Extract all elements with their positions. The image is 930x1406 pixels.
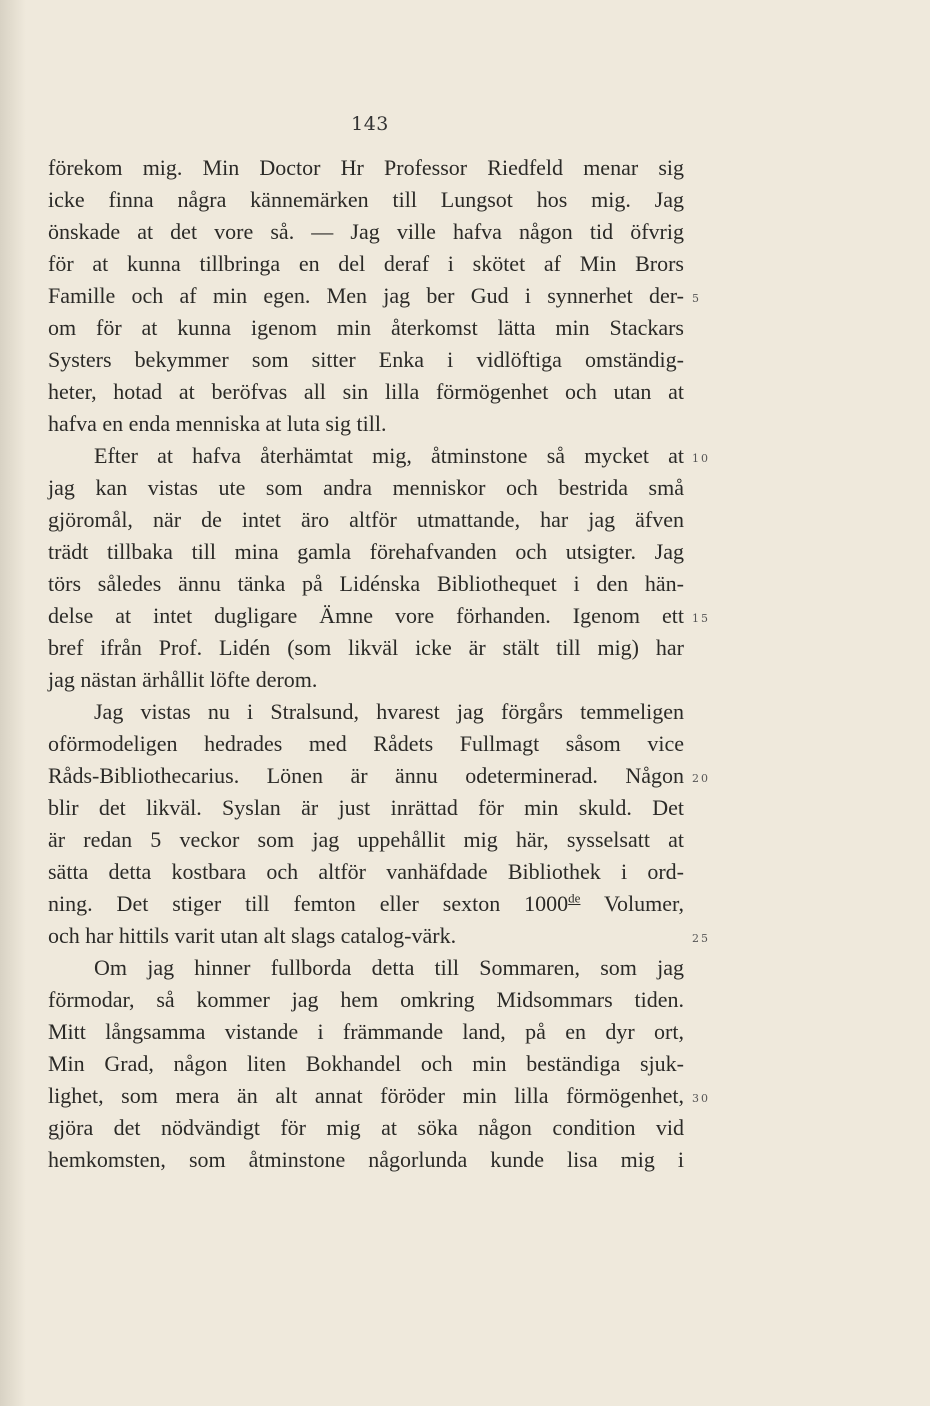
text-line <box>48 344 684 376</box>
text-line-content: Min Grad, någon liten Bokhandel och min beständiga sjuk- <box>48 1051 684 1076</box>
text-line-content: jag kan vistas ute som andra menniskor och bestrida små <box>48 475 684 500</box>
text-line <box>48 248 684 280</box>
text-line <box>48 184 684 216</box>
text-line <box>48 472 684 504</box>
margin-line-number: 20 <box>692 772 710 785</box>
margin-line-number: 10 <box>692 452 710 465</box>
text-line-content: hafva en enda menniska at luta sig till. <box>48 411 387 436</box>
text-line-content: ning. Det stiger till femton eller sexton 1000 <box>48 891 569 916</box>
superscript: de <box>568 890 581 906</box>
text-line <box>48 664 684 696</box>
text-line <box>48 376 684 408</box>
text-line-content: delse at intet dugligare Ämne vore förhanden. Igenom ett <box>48 603 684 628</box>
text-line-content: oförmodeligen hedrades med Rådets Fullmagt såsom vice <box>48 731 684 756</box>
text-line-content: för at kunna tillbringa en del deraf i skötet af Min Brors <box>48 251 684 276</box>
text-line <box>48 312 684 344</box>
text-line-content: om för at kunna igenom min återkomst lätta min Stackars <box>48 315 684 340</box>
text-line <box>48 696 684 728</box>
text-line-content: önskade at det vore så. — Jag ville hafva någon tid öfvrig <box>48 219 684 244</box>
text-line <box>48 280 684 312</box>
text-line-content: Råds-Bibliothecarius. Lönen är ännu odeterminerad. Någon <box>48 763 684 788</box>
text-line <box>48 152 684 184</box>
margin-line-number: 25 <box>692 932 710 945</box>
text-line-content: icke finna några kännemärken till Lungsot hos mig. Jag <box>48 187 684 212</box>
margin-line-number: 5 <box>692 292 701 305</box>
text-line <box>48 824 684 856</box>
page-gutter-shadow <box>0 0 26 1406</box>
text-line-content: sätta detta kostbara och altför vanhäfdade Bibliothek i ord- <box>48 859 684 884</box>
text-line-content: Systers bekymmer som sitter Enka i vidlöftiga omständig- <box>48 347 684 372</box>
text-line-content: Om jag hinner fullborda detta till Sommaren, som jag <box>94 955 684 980</box>
text-line <box>48 1080 684 1112</box>
text-line <box>48 536 684 568</box>
text-line-content: jag nästan ärhållit löfte derom. <box>48 667 318 692</box>
text-line-content: Jag vistas nu i Stralsund, hvarest jag förgårs temmeligen <box>94 699 684 724</box>
text-line <box>48 1144 684 1176</box>
text-line-content: törs således ännu tänka på Lidénska Bibliothequet i den hän- <box>48 571 684 596</box>
text-line <box>48 408 684 440</box>
page-number: 143 <box>351 113 389 135</box>
text-line-content: är redan 5 veckor som jag uppehållit mig här, sysselsatt at <box>48 827 684 852</box>
text-line-content: Famille och af min egen. Men jag ber Gud i synnerhet der- <box>48 283 684 308</box>
text-line-content: gjöra det nödvändigt för mig at söka någon condition vid <box>48 1115 684 1140</box>
text-line-content: förekom mig. Min Doctor Hr Professor Riedfeld menar sig <box>48 155 684 180</box>
text-line <box>48 568 684 600</box>
text-line <box>48 1048 684 1080</box>
text-line <box>48 984 684 1016</box>
text-line <box>48 856 684 888</box>
text-line-content: Mitt långsamma vistande i främmande land, på en dyr ort, <box>48 1019 684 1044</box>
text-line <box>48 1016 684 1048</box>
text-line <box>48 888 684 920</box>
text-line <box>48 792 684 824</box>
text-block <box>48 152 684 1176</box>
text-line <box>48 440 684 472</box>
margin-line-number: 30 <box>692 1092 710 1105</box>
text-line-content: heter, hotad at beröfvas all sin lilla förmögenhet och utan at <box>48 379 684 404</box>
text-line-content: trädt tillbaka till mina gamla förehafvanden och utsigter. Jag <box>48 539 684 564</box>
text-line-content: Efter at hafva återhämtat mig, åtminstone så mycket at <box>94 443 684 468</box>
text-line <box>48 760 684 792</box>
text-line-content: gjöromål, när de intet äro altför utmattande, har jag äfven <box>48 507 684 532</box>
text-line-content: och har hittils varit utan alt slags catalog-värk. <box>48 923 457 948</box>
text-line-continuation: Volumer, <box>580 891 684 916</box>
text-line <box>48 504 684 536</box>
text-line <box>48 216 684 248</box>
text-line-content: hemkomsten, som åtminstone någorlunda kunde lisa mig i <box>48 1147 684 1172</box>
text-line-content: lighet, som mera än alt annat föröder min lilla förmögenhet, <box>48 1083 684 1108</box>
text-line-content: blir det likväl. Syslan är just inrättad för min skuld. Det <box>48 795 684 820</box>
text-line <box>48 632 684 664</box>
margin-line-number: 15 <box>692 612 710 625</box>
text-line-content: bref ifrån Prof. Lidén (som likväl icke är stält till mig) har <box>48 635 684 660</box>
text-line <box>48 1112 684 1144</box>
text-line <box>48 600 684 632</box>
text-line <box>48 728 684 760</box>
text-line-content: förmodar, så kommer jag hem omkring Midsommars tiden. <box>48 987 684 1012</box>
text-line <box>48 952 684 984</box>
text-line <box>48 920 684 952</box>
